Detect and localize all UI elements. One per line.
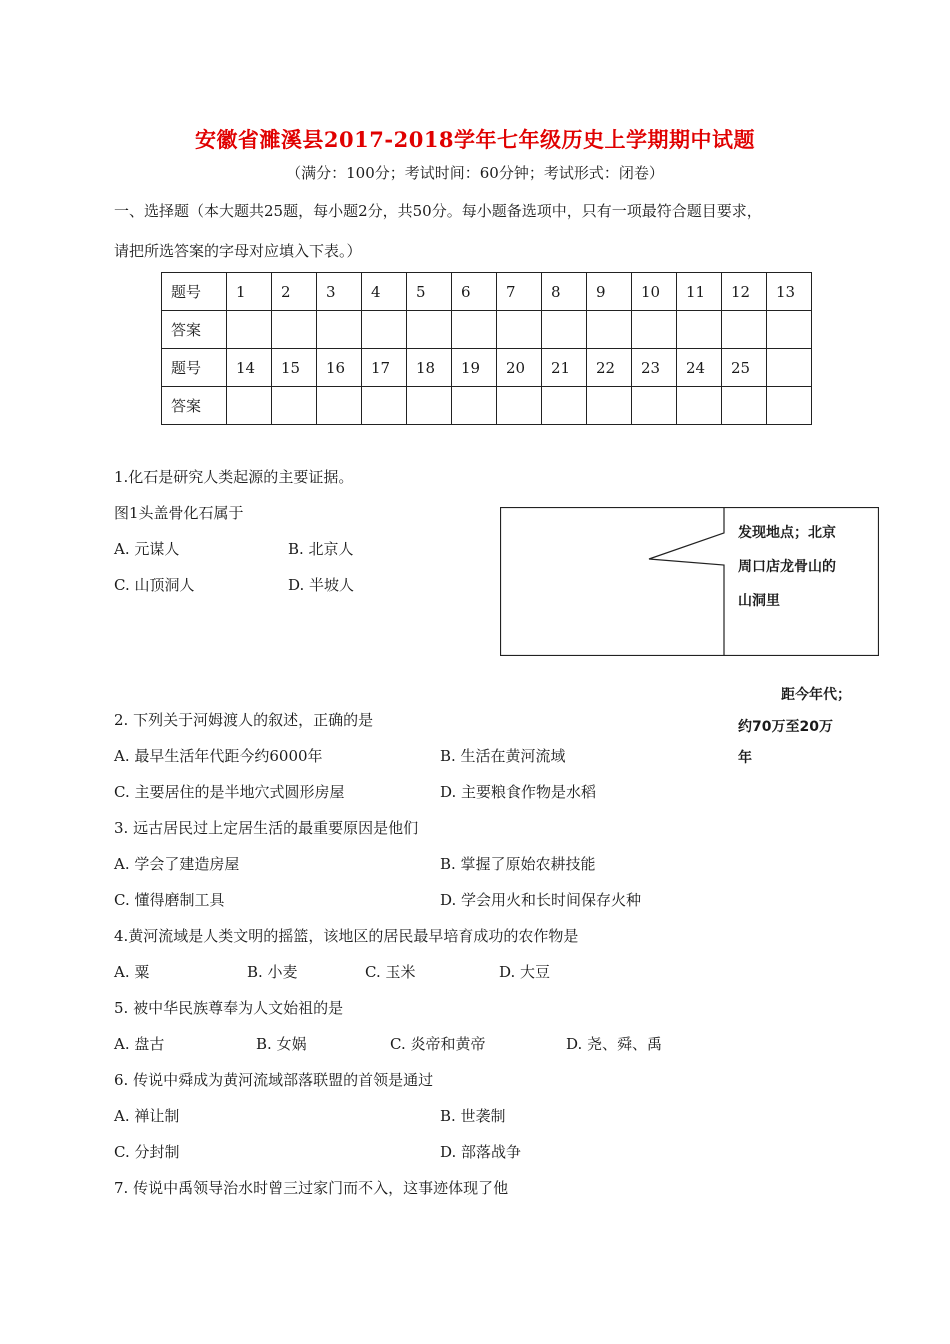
q5-option-a: A. 盘古 <box>114 1035 165 1053</box>
question-number-cell: 2 <box>272 273 317 311</box>
table-row <box>162 311 812 349</box>
answer-cell[interactable] <box>362 387 407 425</box>
q4-option-a: A. 粟 <box>114 963 150 981</box>
q2-option-a: A. 最早生活年代距今约6000年 <box>114 747 323 765</box>
q6-option-d: D. 部落战争 <box>440 1143 522 1161</box>
question-5-stem: 5. 被中华民族尊奉为人文始祖的是 <box>114 999 344 1017</box>
question-number-cell: 15 <box>272 349 317 387</box>
q3-option-d: D. 学会用火和长时间保存火种 <box>440 891 642 909</box>
question-1-stem: 图1头盖骨化石属于 <box>114 504 244 522</box>
question-number-cell: 19 <box>452 349 497 387</box>
callout-pointer <box>649 508 724 656</box>
question-number-cell: 6 <box>452 273 497 311</box>
question-number-cell: 7 <box>497 273 542 311</box>
answer-cell[interactable] <box>587 387 632 425</box>
answer-cell[interactable] <box>587 311 632 349</box>
age-caption-line2: 约70万至20万 <box>738 719 833 735</box>
location-caption-line1: 发现地点；北京 <box>738 525 836 541</box>
answer-cell[interactable] <box>272 387 317 425</box>
answer-cell[interactable] <box>452 311 497 349</box>
q4-option-d: D. 大豆 <box>499 963 551 981</box>
exam-info: （满分：100分；考试时间：60分钟；考试形式：闭卷） <box>286 164 664 182</box>
q4-option-b: B. 小麦 <box>247 963 298 981</box>
question-number-cell: 17 <box>362 349 407 387</box>
section-instructions-line2: 请把所选答案的字母对应填入下表。） <box>114 242 362 260</box>
answer-cell[interactable] <box>767 387 812 425</box>
question-3-stem: 3. 远古居民过上定居生活的最重要原因是他们 <box>114 819 419 837</box>
location-caption-line3: 山洞里 <box>738 593 780 609</box>
question-number-cell: 16 <box>317 349 362 387</box>
answer-cell[interactable] <box>542 387 587 425</box>
q6-option-c: C. 分封制 <box>114 1143 180 1161</box>
question-number-cell: 14 <box>227 349 272 387</box>
section-instructions-line1: 一、选择题（本大题共25题，每小题2分，共50分。每小题备选项中，只有一项最符合题目要求， <box>114 202 762 220</box>
q1-option-b: B. 北京人 <box>288 540 354 558</box>
question-1-intro: 1.化石是研究人类起源的主要证据。 <box>114 468 354 486</box>
answer-cell[interactable] <box>362 311 407 349</box>
q5-option-c: C. 炎帝和黄帝 <box>390 1035 486 1053</box>
question-number-cell: 18 <box>407 349 452 387</box>
question-number-cell <box>767 349 812 387</box>
answer-cell[interactable] <box>317 311 362 349</box>
answer-cell[interactable] <box>677 387 722 425</box>
answer-cell[interactable] <box>497 387 542 425</box>
question-number-cell: 21 <box>542 349 587 387</box>
q3-option-c: C. 懂得磨制工具 <box>114 891 225 909</box>
question-number-cell: 13 <box>767 273 812 311</box>
question-number-cell: 24 <box>677 349 722 387</box>
question-number-cell: 3 <box>317 273 362 311</box>
q3-option-b: B. 掌握了原始农耕技能 <box>440 855 596 873</box>
q1-option-a: A. 元谋人 <box>114 540 180 558</box>
page-title: 安徽省濉溪县2017-2018学年七年级历史上学期期中试题 <box>194 127 756 152</box>
question-number-cell: 23 <box>632 349 677 387</box>
q6-option-a: A. 禅让制 <box>114 1107 180 1125</box>
answer-cell[interactable] <box>227 311 272 349</box>
location-caption-line2: 周口店龙骨山的 <box>738 559 836 575</box>
question-4-stem: 4.黄河流域是人类文明的摇篮，该地区的居民最早培育成功的农作物是 <box>114 927 579 945</box>
question-6-stem: 6. 传说中舜成为黄河流域部落联盟的首领是通过 <box>114 1071 434 1089</box>
answer-cell[interactable] <box>227 387 272 425</box>
table-row <box>162 349 812 387</box>
question-number-cell: 8 <box>542 273 587 311</box>
row-label-answer: 答案 <box>162 311 227 349</box>
answer-cell[interactable] <box>272 311 317 349</box>
answer-cell[interactable] <box>407 311 452 349</box>
question-7-stem: 7. 传说中禹领导治水时曾三过家门而不入，这事迹体现了他 <box>114 1179 509 1197</box>
row-label-number: 题号 <box>162 273 227 311</box>
question-number-cell: 11 <box>677 273 722 311</box>
answer-cell[interactable] <box>317 387 362 425</box>
answer-cell[interactable] <box>677 311 722 349</box>
q5-option-d: D. 尧、舜、禹 <box>566 1035 663 1053</box>
answer-cell[interactable] <box>452 387 497 425</box>
question-number-cell: 5 <box>407 273 452 311</box>
row-label-number: 题号 <box>162 349 227 387</box>
age-caption-line3: 年 <box>738 750 752 766</box>
q5-option-b: B. 女娲 <box>256 1035 307 1053</box>
question-number-cell: 9 <box>587 273 632 311</box>
q4-option-c: C. 玉米 <box>365 963 416 981</box>
question-number-cell: 12 <box>722 273 767 311</box>
answer-cell[interactable] <box>407 387 452 425</box>
answer-cell[interactable] <box>632 387 677 425</box>
answer-cell[interactable] <box>542 311 587 349</box>
answer-cell[interactable] <box>722 311 767 349</box>
row-label-answer: 答案 <box>162 387 227 425</box>
question-number-cell: 4 <box>362 273 407 311</box>
question-number-cell: 22 <box>587 349 632 387</box>
question-number-cell: 25 <box>722 349 767 387</box>
q1-option-d: D. 半坡人 <box>288 576 355 594</box>
answer-cell[interactable] <box>722 387 767 425</box>
q2-option-c: C. 主要居住的是半地穴式圆形房屋 <box>114 783 345 801</box>
age-caption-line1: 距今年代； <box>781 687 851 703</box>
answer-cell[interactable] <box>497 311 542 349</box>
table-row <box>162 387 812 425</box>
q2-option-b: B. 生活在黄河流域 <box>440 747 566 765</box>
question-number-cell: 20 <box>497 349 542 387</box>
q1-option-c: C. 山顶洞人 <box>114 576 195 594</box>
q6-option-b: B. 世袭制 <box>440 1107 506 1125</box>
question-number-cell: 10 <box>632 273 677 311</box>
q2-option-d: D. 主要粮食作物是水稻 <box>440 783 597 801</box>
answer-table <box>161 272 812 425</box>
question-2-stem: 2. 下列关于河姆渡人的叙述，正确的是 <box>114 711 374 729</box>
answer-cell[interactable] <box>767 311 812 349</box>
table-row <box>162 273 812 311</box>
answer-cell[interactable] <box>632 311 677 349</box>
q3-option-a: A. 学会了建造房屋 <box>114 855 240 873</box>
question-number-cell: 1 <box>227 273 272 311</box>
